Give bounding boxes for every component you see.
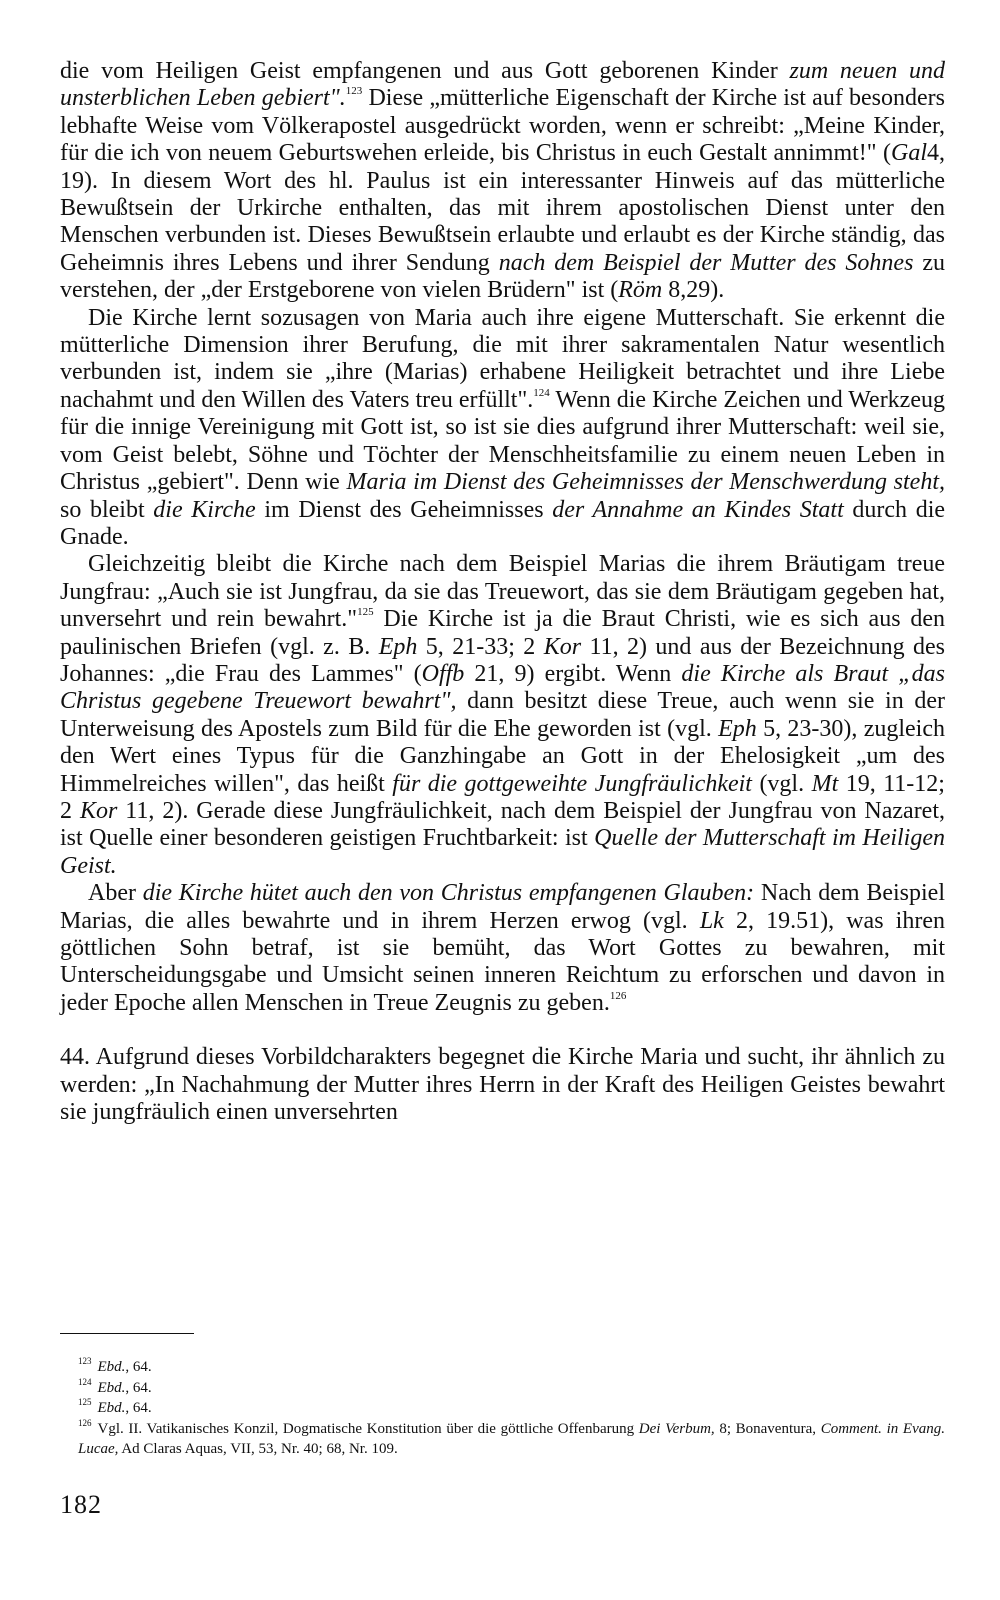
- text-run: Gleichzeitig bleibt die Kirche nach dem Beispiel Marias die ihrem Bräutigam treue Jungfrau: „Auch sie ist Jungfrau, da sie das Treuewort, das sie dem Bräutigam gegeben hat, unversehrt und rein bewahrt.": [60, 551, 945, 633]
- italic-run: die Kirche als Braut „das Christus gegebene Treuewort bewahrt",: [60, 660, 945, 715]
- footnote-italic: Comment. in Evang. Lucae,: [78, 1420, 945, 1457]
- text-run: 21, 9) ergibt. Wenn: [464, 660, 682, 687]
- footnote: [78, 1398, 945, 1419]
- italic-run: Gal: [891, 140, 927, 167]
- footnote-ref-text: Ebd.: [97, 1400, 126, 1416]
- text-run: 44. Aufgrund dieses Vorbildcharakters begegnet die Kirche Maria und sucht, ihr ähnlich zu werden: „In Nachahmung der Mutter ihres Herrn in der Kraft des Heiligen Geistes bewahrt sie jungfräulich einen unversehrten: [60, 1044, 945, 1126]
- italic-run: für die gottgeweihte Jungfräulichkeit: [392, 770, 752, 797]
- text-run: 5, 23-30), zugleich den Wert eines Typus für die Ganzhingabe an Gott in der Ehelosigkeit „um des Himmelreiches willen", das heißt: [60, 715, 945, 797]
- italic-run: Lk: [699, 907, 724, 934]
- text-run: durch die Gnade.: [60, 496, 946, 550]
- footnote: [78, 1378, 945, 1399]
- footnote-text: , 64.: [125, 1400, 152, 1416]
- footnote-number: 123: [78, 1356, 92, 1366]
- italic-run: Kor: [543, 633, 582, 660]
- italic-run: Eph: [718, 715, 757, 742]
- paragraph: [60, 305, 945, 552]
- footnote-ref-text: Ebd.: [97, 1379, 126, 1396]
- footnote-ref[interactable]: 126: [609, 989, 627, 1002]
- paragraph: [60, 551, 945, 880]
- footnote-ref-text: Ebd.: [97, 1359, 126, 1375]
- paragraph-44: [60, 1044, 945, 1126]
- footnote-number: 125: [78, 1397, 92, 1407]
- text-run: dann besitzt diese Treue, auch wenn sie in der Unterweisung des Apostels zum Bild für die Ehe geworden ist (vgl.: [60, 688, 945, 742]
- italic-run: nach dem Beispiel der Mutter des Sohnes: [498, 249, 914, 276]
- italic-run: Offb: [421, 660, 465, 687]
- footnote-divider: [60, 1333, 194, 1334]
- italic-run: zum neuen und unsterblichen Leben gebiert".: [60, 58, 945, 112]
- text-run: 8,29).: [662, 277, 725, 304]
- text-run: Wenn die Kirche Zeichen und Werkzeug für die innige Vereinigung mit Gott ist, so ist sie dies aufgrund ihrer Mutterschaft: weil sie, vom Geist belebt, Söhne und Töchter der Menschheitsfamilie zu einem neuen Leben in Christus „gebiert". Denn wie: [60, 386, 945, 496]
- footnote-text: Vgl. II. Vatikanisches Konzil, Dogmatische Konstitution über die göttliche Offenbarung: [97, 1420, 639, 1437]
- text-run: Nach dem Beispiel Marias, die alles bewahrte und in ihrem Herzen erwog (vgl.: [60, 880, 945, 934]
- footnote-text: 8; Bonaventura,: [714, 1420, 821, 1437]
- footnote-number: 124: [78, 1376, 92, 1387]
- paragraph: [60, 880, 945, 1017]
- footnote: [78, 1419, 945, 1460]
- footnote-number: 126: [78, 1417, 92, 1428]
- footnote-text: , 64.: [125, 1379, 152, 1396]
- text-run: zu verstehen, der „der Erstgeborene von vielen Brüdern" ist (: [60, 249, 946, 304]
- footnote-ref[interactable]: 124: [533, 386, 550, 399]
- text-run: 11, 2). Gerade diese Jungfräulichkeit, nach dem Beispiel der Jungfrau von Nazaret, ist Quelle einer besonderen geistigen Fruchtbarkeit: ist: [60, 797, 946, 852]
- footnote: [78, 1357, 945, 1378]
- text-run: so bleibt: [60, 496, 154, 523]
- italic-run: der Annahme an Kindes Statt: [552, 496, 844, 523]
- page-number: 182: [60, 1490, 102, 1519]
- text-run: Die Kirche ist ja die Braut Christi, wie es sich aus den paulinischen Briefen (vgl. z. B.: [60, 606, 945, 660]
- paragraph: [60, 58, 945, 305]
- footnote-text: , 64.: [125, 1359, 152, 1375]
- text-run: Diese „mütterliche Eigenschaft der Kirche ist auf besonders lebhafte Weise vom Völkerapostel ausgedrückt worden, wenn er schreibt: „Meine Kinder, für die ich von neuem Geburtswehen erleide, bis Christus in euch Gestalt annimmt!" (: [60, 85, 945, 167]
- text-run: 5, 21-33; 2: [417, 633, 544, 660]
- text-run: die vom Heiligen Geist empfangenen und aus Gott geborenen Kinder: [60, 58, 790, 84]
- footnote-ref[interactable]: 123: [345, 85, 363, 98]
- footnote-ref[interactable]: 125: [357, 606, 374, 619]
- italic-run: Eph: [378, 633, 418, 660]
- footnotes: [78, 1357, 945, 1460]
- italic-run: Maria im Dienst des Geheimnisses der Menschwerdung steht,: [346, 469, 945, 496]
- text-run: Die Kirche lernt sozusagen von Maria auch ihre eigene Mutterschaft. Sie erkennt die mütterliche Dimension ihrer Berufung, die mit ihrer sakramentalen Natur wesentlich verbunden ist, indem sie „ihre (Marias) erhabene Heiligkeit betrachtet und ihre Liebe nachahmt und den Willen des Vaters treu erfüllt".: [60, 304, 945, 413]
- text-run: 11, 2) und aus der Bezeichnung des Johannes: „die Frau des Lammes" (: [60, 633, 946, 687]
- italic-run: Röm: [618, 277, 663, 304]
- text-run: 2, 19.51), was ihren göttlichen Sohn betraf, ist sie bemüht, das Wort Gottes zu bewahren, mit Unterscheidungsgabe und Umsicht seinen inneren Reichtum zu erforschen und davon in jeder Epoche allen Menschen in Treue Zeugnis zu geben.: [60, 907, 945, 1016]
- text-run: (vgl.: [751, 770, 812, 797]
- text-run: Aber: [88, 880, 143, 907]
- text-run: 4, 19). In diesem Wort des hl. Paulus ist ein interessanter Hinweis auf das mütterliche Bewußtsein der Urkirche enthalten, das mit ihrem apostolischen Dienst unter den Menschen verbunden ist. Dieses Bewußtsein erlaubte und erlaubt es der Kirche ständig, das Geheimnis ihres Lebens und ihrer Sendung: [60, 140, 945, 276]
- text-run: 19, 11-12; 2: [60, 770, 945, 824]
- main-text: [60, 58, 945, 1126]
- text-run: im Dienst des Geheimnisses: [255, 496, 553, 523]
- italic-run: Kor: [79, 797, 118, 824]
- italic-run: die Kirche: [153, 496, 256, 523]
- italic-run: Quelle der Mutterschaft im Heiligen Geist.: [60, 825, 946, 879]
- footnote-italic: Dei Verbum,: [638, 1420, 715, 1437]
- footnote-text: Ad Claras Aquas, VII, 53, Nr. 40; 68, Nr. 109.: [118, 1441, 398, 1457]
- italic-run: Mt: [811, 770, 839, 797]
- italic-run: die Kirche hütet auch den von Christus empfangenen Glauben:: [142, 880, 755, 907]
